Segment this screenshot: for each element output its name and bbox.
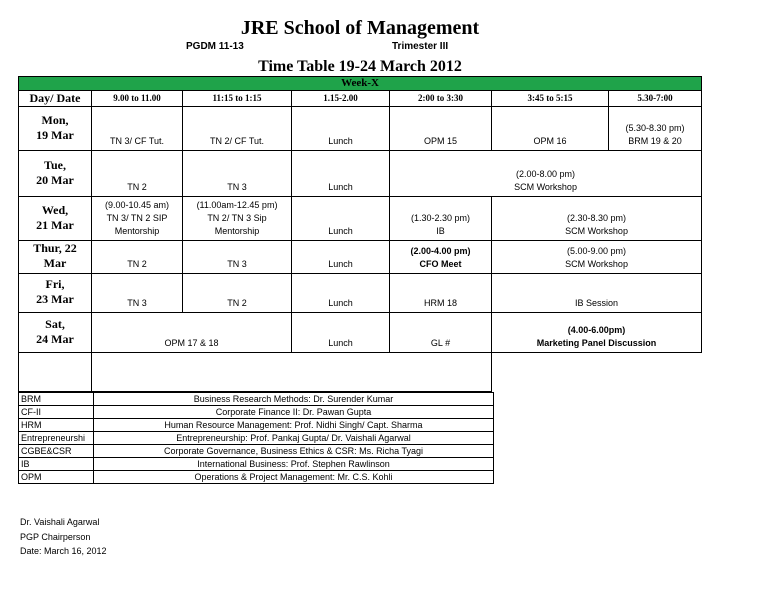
session-cell xyxy=(390,241,492,274)
session-time: (2.00-4.00 pm) xyxy=(410,246,471,256)
session-cell xyxy=(609,107,702,151)
session-name: SCM Workshop xyxy=(565,259,628,269)
session-name: TN 3/ TN 2 SIP xyxy=(106,213,168,223)
legend-abbr: OPM xyxy=(19,471,94,484)
session-time: (5.30-8.30 pm) xyxy=(625,123,685,133)
legend-abbr: IB xyxy=(19,458,94,471)
legend-full: Entrepreneurship: Prof. Pankaj Gupta/ Dr. Vaishali Agarwal xyxy=(94,432,494,445)
session-name: IB xyxy=(436,226,445,236)
table-row xyxy=(19,241,702,274)
session-name: Mentorship xyxy=(114,226,160,236)
legend-full: Human Resource Management: Prof. Nidhi Singh/ Capt. Sharma xyxy=(94,419,494,432)
session-cell xyxy=(390,151,702,197)
session-cell: OPM 15 xyxy=(390,107,492,151)
day-date: 24 Mar xyxy=(36,331,74,346)
column-header: 3:45 to 5:15 xyxy=(492,91,609,107)
session-cell xyxy=(92,197,183,241)
column-header: Day/ Date xyxy=(19,91,92,107)
legend-full: Operations & Project Management: Mr. C.S. Kohli xyxy=(94,471,494,484)
session-cell: GL # xyxy=(390,313,492,353)
session-time: (2.30-8.30 pm) xyxy=(567,213,627,223)
session-name: TN 2/ TN 3 Sip xyxy=(207,213,267,223)
session-time: (4.00-6.00pm) xyxy=(567,325,626,335)
session-cell xyxy=(183,197,292,241)
legend-abbr: Entrepreneurshi xyxy=(19,432,94,445)
column-header: 9.00 to 11.00 xyxy=(92,91,183,107)
session-name: CFO Meet xyxy=(419,259,462,269)
day-cell xyxy=(19,274,92,313)
session-time: (1.30-2.30 pm) xyxy=(410,213,471,223)
day-date: 21 Mar xyxy=(36,217,74,232)
day-date: 20 Mar xyxy=(36,172,74,187)
empty-space xyxy=(492,353,702,392)
day-date: Mar xyxy=(43,256,67,270)
day-cell xyxy=(19,313,92,353)
table-row xyxy=(19,197,702,241)
session-cell: TN 2 xyxy=(183,274,292,313)
programme-label: PGDM 11-13 xyxy=(186,41,244,52)
signatory-role: PGP Chairperson xyxy=(20,532,91,542)
day-name: Sat, xyxy=(45,316,65,331)
day-name: Thur, 22 xyxy=(33,241,77,255)
document-date: Date: March 16, 2012 xyxy=(20,546,107,556)
course-legend xyxy=(18,392,494,484)
timetable-grid xyxy=(18,76,702,392)
legend-row xyxy=(19,471,494,484)
trimester-label: Trimester III xyxy=(392,41,449,52)
week-row xyxy=(19,77,702,91)
document-title: JRE School of Management xyxy=(240,17,480,39)
day-cell xyxy=(19,197,92,241)
legend-abbr: CGBE&CSR xyxy=(19,445,94,458)
column-header: 1.15-2.00 xyxy=(292,91,390,107)
legend-full: Corporate Governance, Business Ethics & CSR: Ms. Richa Tyagi xyxy=(94,445,494,458)
table-row xyxy=(19,107,702,151)
session-cell xyxy=(492,197,702,241)
legend-row xyxy=(19,445,494,458)
day-cell xyxy=(19,151,92,197)
session-cell: TN 2 xyxy=(92,151,183,197)
legend-row xyxy=(19,393,494,406)
legend-full: International Business: Prof. Stephen Rawlinson xyxy=(94,458,494,471)
legend-row xyxy=(19,419,494,432)
session-cell: TN 2/ CF Tut. xyxy=(183,107,292,151)
table-row xyxy=(19,274,702,313)
session-name: BRM 19 & 20 xyxy=(628,136,682,146)
column-header: 2:00 to 3:30 xyxy=(390,91,492,107)
day-name: Tue, xyxy=(44,157,66,172)
legend-row xyxy=(19,406,494,419)
day-date: 23 Mar xyxy=(36,292,74,306)
session-cell: IB Session xyxy=(492,274,702,313)
legend-abbr: HRM xyxy=(19,419,94,432)
day-cell xyxy=(19,241,92,274)
day-name: Mon, xyxy=(41,112,69,127)
day-cell xyxy=(19,107,92,151)
table-row xyxy=(19,313,702,353)
session-cell: Lunch xyxy=(292,241,390,274)
legend-full: Corporate Finance II: Dr. Pawan Gupta xyxy=(94,406,494,419)
signatory-name: Dr. Vaishali Agarwal xyxy=(20,517,100,527)
session-cell: Lunch xyxy=(292,274,390,313)
session-name: SCM Workshop xyxy=(565,226,628,236)
legend-row xyxy=(19,458,494,471)
legend-full: Business Research Methods: Dr. Surender Kumar xyxy=(94,393,494,406)
session-name: Marketing Panel Discussion xyxy=(536,338,657,348)
session-name: Mentorship xyxy=(214,226,260,236)
session-cell: TN 3 xyxy=(183,241,292,274)
column-header: 11:15 to 1:15 xyxy=(183,91,292,107)
session-time: (2.00-8.00 pm) xyxy=(516,169,576,179)
legend-abbr: BRM xyxy=(19,393,94,406)
session-cell xyxy=(390,197,492,241)
session-time: (11.00am-12.45 pm) xyxy=(196,200,278,210)
day-name: Fri, xyxy=(45,277,65,291)
timetable-title: Time Table 19-24 March 2012 xyxy=(258,58,462,75)
session-time: (5.00-9.00 pm) xyxy=(567,246,627,256)
session-name: SCM Workshop xyxy=(514,182,577,192)
session-cell: TN 3 xyxy=(183,151,292,197)
blank-cell xyxy=(19,353,92,392)
session-cell: HRM 18 xyxy=(390,274,492,313)
day-name: Wed, xyxy=(41,202,69,217)
session-cell: Lunch xyxy=(292,313,390,353)
session-time: (9.00-10.45 am) xyxy=(104,200,170,210)
session-cell: Lunch xyxy=(292,197,390,241)
session-cell: TN 3 xyxy=(92,274,183,313)
session-cell xyxy=(492,241,702,274)
column-header: 5.30-7:00 xyxy=(609,91,702,107)
session-cell: TN 3/ CF Tut. xyxy=(92,107,183,151)
session-cell: Lunch xyxy=(292,151,390,197)
day-date: 19 Mar xyxy=(36,127,74,142)
session-cell: TN 2 xyxy=(92,241,183,274)
legend-row xyxy=(19,432,494,445)
session-cell: Lunch xyxy=(292,107,390,151)
session-cell xyxy=(492,313,702,353)
header-row xyxy=(19,91,702,107)
blank-row xyxy=(19,353,702,392)
session-cell: OPM 16 xyxy=(492,107,609,151)
blank-cell xyxy=(92,353,492,392)
week-label: Week-X xyxy=(19,77,702,91)
legend-abbr: CF-II xyxy=(19,406,94,419)
table-row xyxy=(19,151,702,197)
session-cell: OPM 17 & 18 xyxy=(92,313,292,353)
